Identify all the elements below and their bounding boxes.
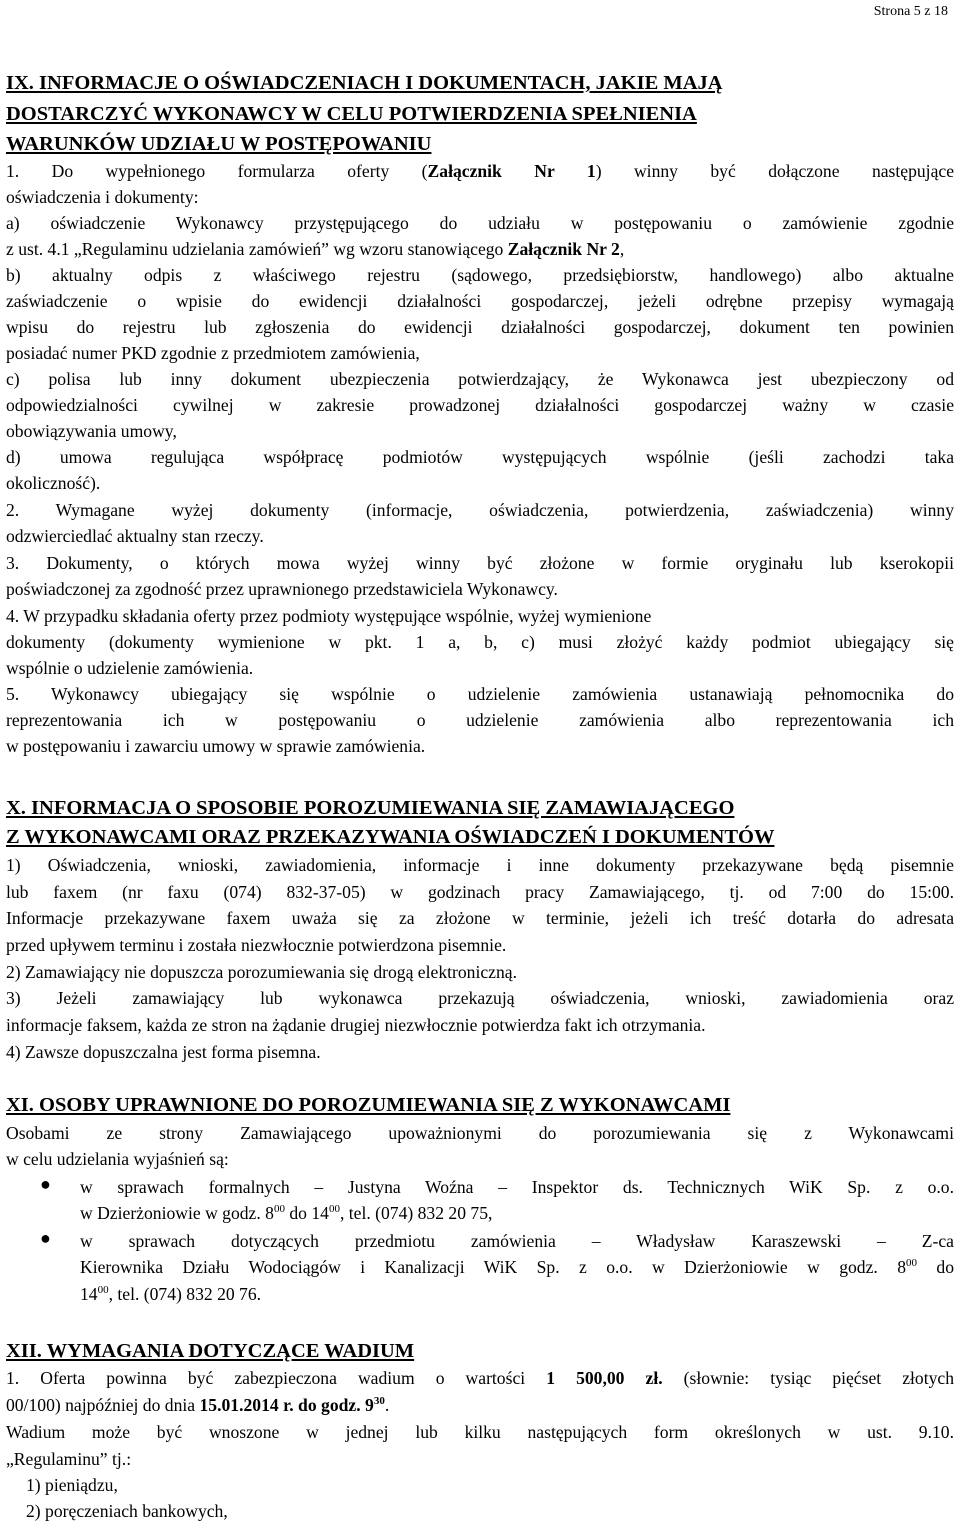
section-ix-text-line: reprezentowania ich w postępowaniu o udzielenie zamówienia albo reprezentowania ich bbox=[6, 710, 954, 730]
section-xii-text-line: 00/100) najpóźniej do dnia 15.01.2014 r. do godz. $9^{30}$. bbox=[6, 1395, 390, 1415]
contact-formal-line-1: w sprawach formalnych – Justyna Woźna – Inspektor ds. Technicznych WiK Sp. z o.o. bbox=[80, 1177, 954, 1197]
contact-subject-line-1: w sprawach dotyczących przedmiotu zamówienia – Władysław Karaszewski – Z-ca bbox=[80, 1231, 954, 1251]
section-ix-text-line: dokumenty (dokumenty wymienione w pkt. 1 a, b, c) musi złożyć każdy podmiot ubiegający się bbox=[6, 632, 954, 652]
section-ix-paragraph-1-line-1: 1. Do wypełnionego formularza oferty (Załącznik Nr 1) winny być dołączone następujące bbox=[6, 161, 954, 181]
section-x-text-line: informacje faksem, każda ze stron na żądanie drugiej niezwłocznie potwierdza fakt ich otrzymania. bbox=[6, 1015, 706, 1035]
section-ix-heading-line-1: IX. INFORMACJE O OŚWIADCZENIACH I DOKUMENTACH, JAKIE MAJĄ bbox=[6, 72, 723, 94]
section-ix-text-line: odzwierciedlać aktualny stan rzeczy. bbox=[6, 526, 264, 546]
section-ix-text-line: poświadczonej za zgodność przez uprawnionego przedstawiciela Wykonawcy. bbox=[6, 579, 558, 599]
section-xii-text-line: „Regulaminu” tj.: bbox=[6, 1449, 132, 1469]
section-ix-text-line: d) umowa regulująca współpracę podmiotów występujących wspólnie (jeśli zachodzi taka bbox=[6, 447, 954, 467]
section-ix-text-line: a) oświadczenie Wykonawcy przystępującego do udziału w postępowaniu o zamówienie zgodnie bbox=[6, 213, 954, 233]
section-x-text-line: 1) Oświadczenia, wnioski, zawiadomienia, informacje i inne dokumenty przekazywane będą pisemnie bbox=[6, 855, 954, 875]
section-x-heading-line-2: Z WYKONAWCAMI ORAZ PRZEKAZYWANIA OŚWIADCZEŃ I DOKUMENTÓW bbox=[6, 826, 775, 848]
section-ix-heading-line-3: WARUNKÓW UDZIAŁU W POSTĘPOWANIU bbox=[6, 133, 432, 155]
section-xi-text-line: w celu udzielania wyjaśnień są: bbox=[6, 1149, 229, 1169]
section-ix-text-line: odpowiedzialności cywilnej w zakresie prowadzonej działalności gospodarczej ważny w czasie bbox=[6, 395, 954, 415]
section-xi-heading: XI. OSOBY UPRAWNIONE DO POROZUMIEWANIA SIĘ Z WYKONAWCAMI bbox=[6, 1094, 731, 1116]
section-x-heading-line-1: X. INFORMACJA O SPOSOBIE POROZUMIEWANIA SIĘ ZAMAWIAJĄCEGO bbox=[6, 797, 735, 819]
section-xii-list-item: 2) poręczeniach bankowych, bbox=[26, 1501, 228, 1521]
section-ix-text-line: b) aktualny odpis z właściwego rejestru (sądowego, przedsiębiorstw, handlowego) albo aktualne bbox=[6, 265, 954, 285]
section-ix-text-line: 3. Dokumenty, o których mowa wyżej winny być złożone w formie oryginału lub kserokopii bbox=[6, 553, 954, 573]
section-ix-text-line: 4. W przypadku składania oferty przez podmioty występujące wspólnie, wyżej wymienione bbox=[6, 606, 652, 626]
section-ix-text-line: okoliczność). bbox=[6, 473, 101, 493]
section-ix-text-line: posiadać numer PKD zgodnie z przedmiotem zamówienia, bbox=[6, 343, 420, 363]
section-x-text-line: 4) Zawsze dopuszczalna jest forma pisemna. bbox=[6, 1042, 321, 1062]
section-ix-text-line: w postępowaniu i zawarciu umowy w sprawie zamówienia. bbox=[6, 736, 426, 756]
section-ix-text-line: 2. Wymagane wyżej dokumenty (informacje, oświadczenia, potwierdzenia, zaświadczenia) winny bbox=[6, 500, 954, 520]
section-xii-heading: XII. WYMAGANIA DOTYCZĄCE WADIUM bbox=[6, 1340, 415, 1362]
section-ix-heading-line-2: DOSTARCZYĆ WYKONAWCY W CELU POTWIERDZENIA SPEŁNIENIA bbox=[6, 103, 697, 125]
bullet-icon: ● bbox=[40, 1228, 51, 1248]
section-ix-text-line: oświadczenia i dokumenty: bbox=[6, 187, 199, 207]
contact-subject-line-3: $14^{00}$, tel. (074) 832 20 76. bbox=[80, 1284, 262, 1304]
section-x-text-line: 3) Jeżeli zamawiający lub wykonawca przekazują oświadczenia, wnioski, zawiadomienia oraz bbox=[6, 988, 954, 1008]
bullet-icon: ● bbox=[40, 1174, 51, 1194]
section-ix-text-line: 5. Wykonawcy ubiegający się wspólnie o udzielenie zamówienia ustanawiają pełnomocnika do bbox=[6, 684, 954, 704]
section-ix-text-line: obowiązywania umowy, bbox=[6, 421, 177, 441]
section-x-text-line: przed upływem terminu i została niezwłocznie potwierdzona pisemnie. bbox=[6, 935, 507, 955]
section-ix-text-line: wpisu do rejestru lub zgłoszenia do ewidencji działalności gospodarczej, dokument ten powinien bbox=[6, 317, 954, 337]
section-ix-text-line: z ust. 4.1 „Regulaminu udzielania zamówień” wg wzoru stanowiącego Załącznik Nr 2, bbox=[6, 239, 625, 259]
section-ix-text-line: c) polisa lub inny dokument ubezpieczenia potwierdzający, że Wykonawca jest ubezpieczony od bbox=[6, 369, 954, 389]
section-ix-text-line: zaświadczenie o wpisie do ewidencji działalności gospodarczej, jeżeli odrębne przepisy wymagają bbox=[6, 291, 954, 311]
section-x-text-line: lub faxem (nr faxu (074) 832-37-05) w godzinach pracy Zamawiającego, tj. od 7:00 do 15:00. bbox=[6, 882, 954, 902]
section-x-text-line: Informacje przekazywane faxem uważa się za złożone w terminie, jeżeli ich treść dotarła do adresata bbox=[6, 908, 954, 928]
section-x-text-line: 2) Zamawiający nie dopuszcza porozumiewania się drogą elektroniczną. bbox=[6, 962, 517, 982]
section-xii-text-line: 1. Oferta powinna być zabezpieczona wadium o wartości 1 500,00 zł. (słownie: tysiąc pięćset złotych bbox=[6, 1368, 955, 1388]
section-xii-text-line: Wadium może być wnoszone w jednej lub kilku następujących form określonych w ust. 9.10. bbox=[6, 1422, 954, 1442]
section-xi-text-line: Osobami ze strony Zamawiającego upoważnionymi do porozumiewania się z Wykonawcami bbox=[6, 1123, 954, 1143]
section-xii-list-item: 1) pieniądzu, bbox=[26, 1475, 118, 1495]
section-ix-text-line: wspólnie o udzielenie zamówienia. bbox=[6, 658, 254, 678]
page-number: Strona 5 z 18 bbox=[873, 4, 948, 19]
contact-subject-line-2: Kierownika Działu Wodociągów i Kanalizacji WiK Sp. z o.o. w Dzierżoniowie w godz. $8^{00}$ do bbox=[80, 1257, 954, 1277]
contact-formal-line-2: w Dzierżoniowie w godz. $8^{00}$ do $14^{00}$, tel. (074) 832 20 75, bbox=[80, 1203, 493, 1223]
